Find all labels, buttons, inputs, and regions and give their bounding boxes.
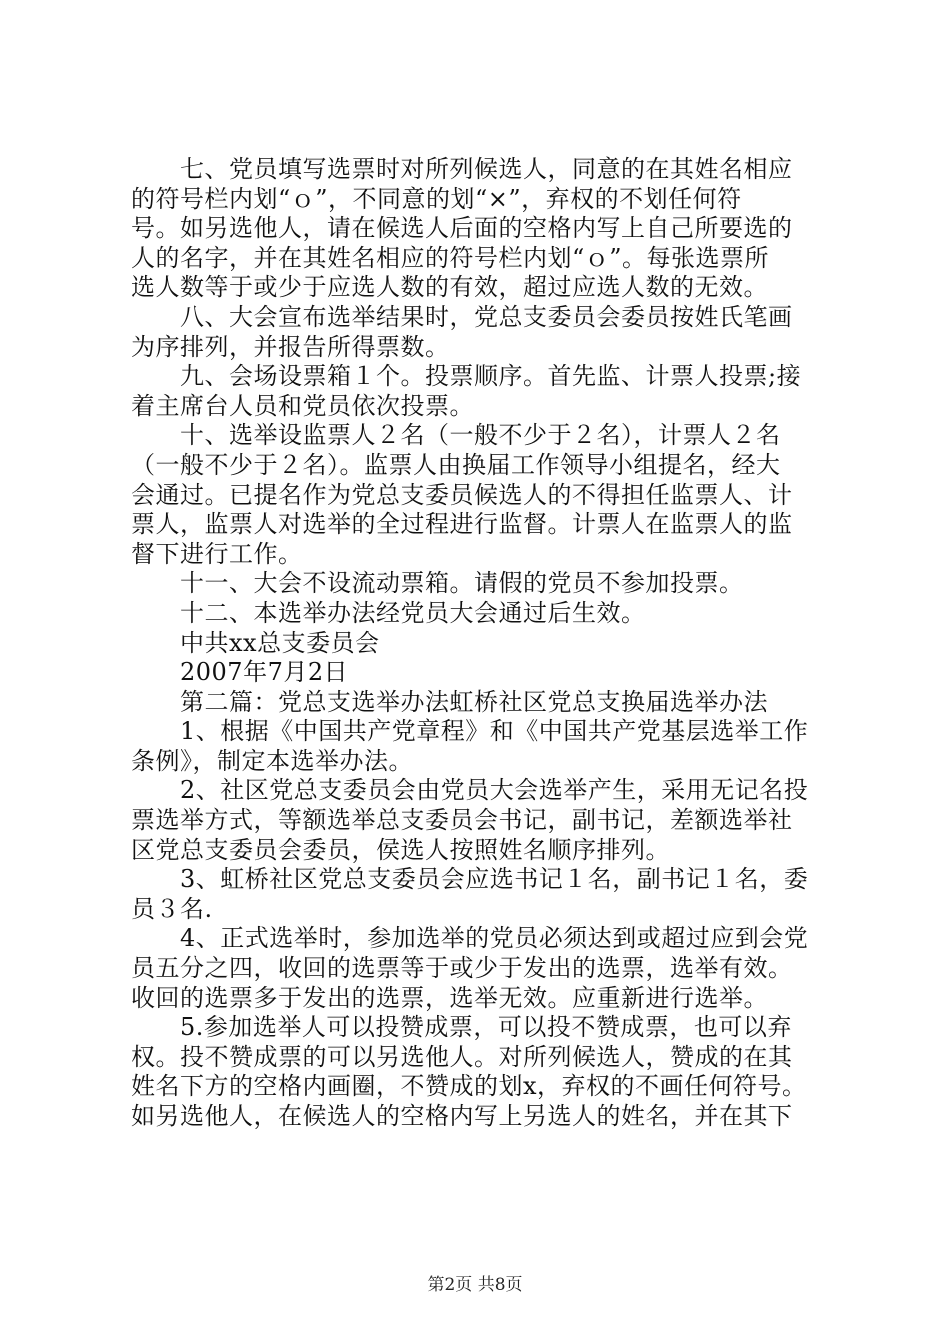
text-line: 七、党员填写选票时对所列候选人，同意的在其姓名相应 [131,155,793,183]
text-line: 票选举方式，等额选举总支委员会书记，副书记，差额选举社 [131,806,793,835]
text-line: （一般不少于２名）。监票人由换届工作领导小组提名，经大 [131,450,781,479]
text-line: 人的名字，并在其姓名相应的符号栏内划“ｏ”。每张选票所 [131,243,770,272]
text-line: 的符号栏内划“ｏ”，不同意的划“×”，弃权的不划任何符 [131,184,742,213]
text-line: 收回的选票多于发出的选票，选举无效。应重新进行选举。 [131,983,768,1012]
text-line: 会通过。已提名作为党总支委员候选人的不得担任监票人、计 [131,480,793,509]
text-line: 姓名下方的空格内画圈，不赞成的划x，弃权的不画任何符号。 [131,1072,807,1101]
text-line: 条例》，制定本选举办法。 [131,746,413,775]
document-body [131,155,839,1132]
text-line: 十、选举设监票人２名（一般不少于２名），计票人２名 [131,421,781,450]
text-line: 3、虹桥社区党总支委员会应选书记１名，副书记１名，委 [131,865,809,894]
page-number-footer: 第2页 共8页 [427,1275,523,1295]
text-line: 十一、大会不设流动票箱。请假的党员不参加投票。 [131,569,744,598]
text-line: 1、根据《中国共产党章程》和《中国共产党基层选举工作 [131,717,809,746]
section-heading: 第二篇：党总支选举办法虹桥社区党总支换届选举办法 [131,687,768,716]
text-line: 十二、本选举办法经党员大会通过后生效。 [131,598,646,627]
text-line: 选人数等于或少于应选人数的有效，超过应选人数的无效。 [131,273,768,302]
text-line: 票人，监票人对选举的全过程进行监督。计票人在监票人的监 [131,510,793,539]
text-line: 八、大会宣布选举结果时，党总支委员会委员按姓氏笔画 [131,302,793,331]
text-line: 着主席台人员和党员依次投票。 [131,391,474,420]
text-line: 5.参加选举人可以投赞成票，可以投不赞成票，也可以弃 [131,1013,792,1042]
text-line: 九、会场设票箱１个。投票顺序。首先监、计票人投票;接 [131,362,802,391]
signature-organization: 中共xx总支委员会 [131,628,380,657]
text-line: 区党总支委员会委员，侯选人按照姓名顺序排列。 [131,835,670,864]
text-line: 员五分之四，收回的选票等于或少于发出的选票，选举有效。 [131,954,793,983]
text-line: 4、正式选举时，参加选举的党员必须达到或超过应到会党 [131,924,809,953]
text-line: 如另选他人，在候选人的空格内写上另选人的姓名，并在其下 [131,1102,793,1130]
signature-date: 2007年7月2日 [131,658,349,687]
text-line: 员３名. [131,894,213,923]
text-line: 为序排列，并报告所得票数。 [131,332,450,361]
text-line: 权。投不赞成票的可以另选他人。对所列候选人，赞成的在其 [131,1042,793,1071]
text-line: 督下进行工作。 [131,539,303,568]
text-line: 2、社区党总支委员会由党员大会选举产生，采用无记名投 [131,776,809,805]
text-line: 号。如另选他人，请在候选人后面的空格内写上自己所要选的 [131,214,793,243]
